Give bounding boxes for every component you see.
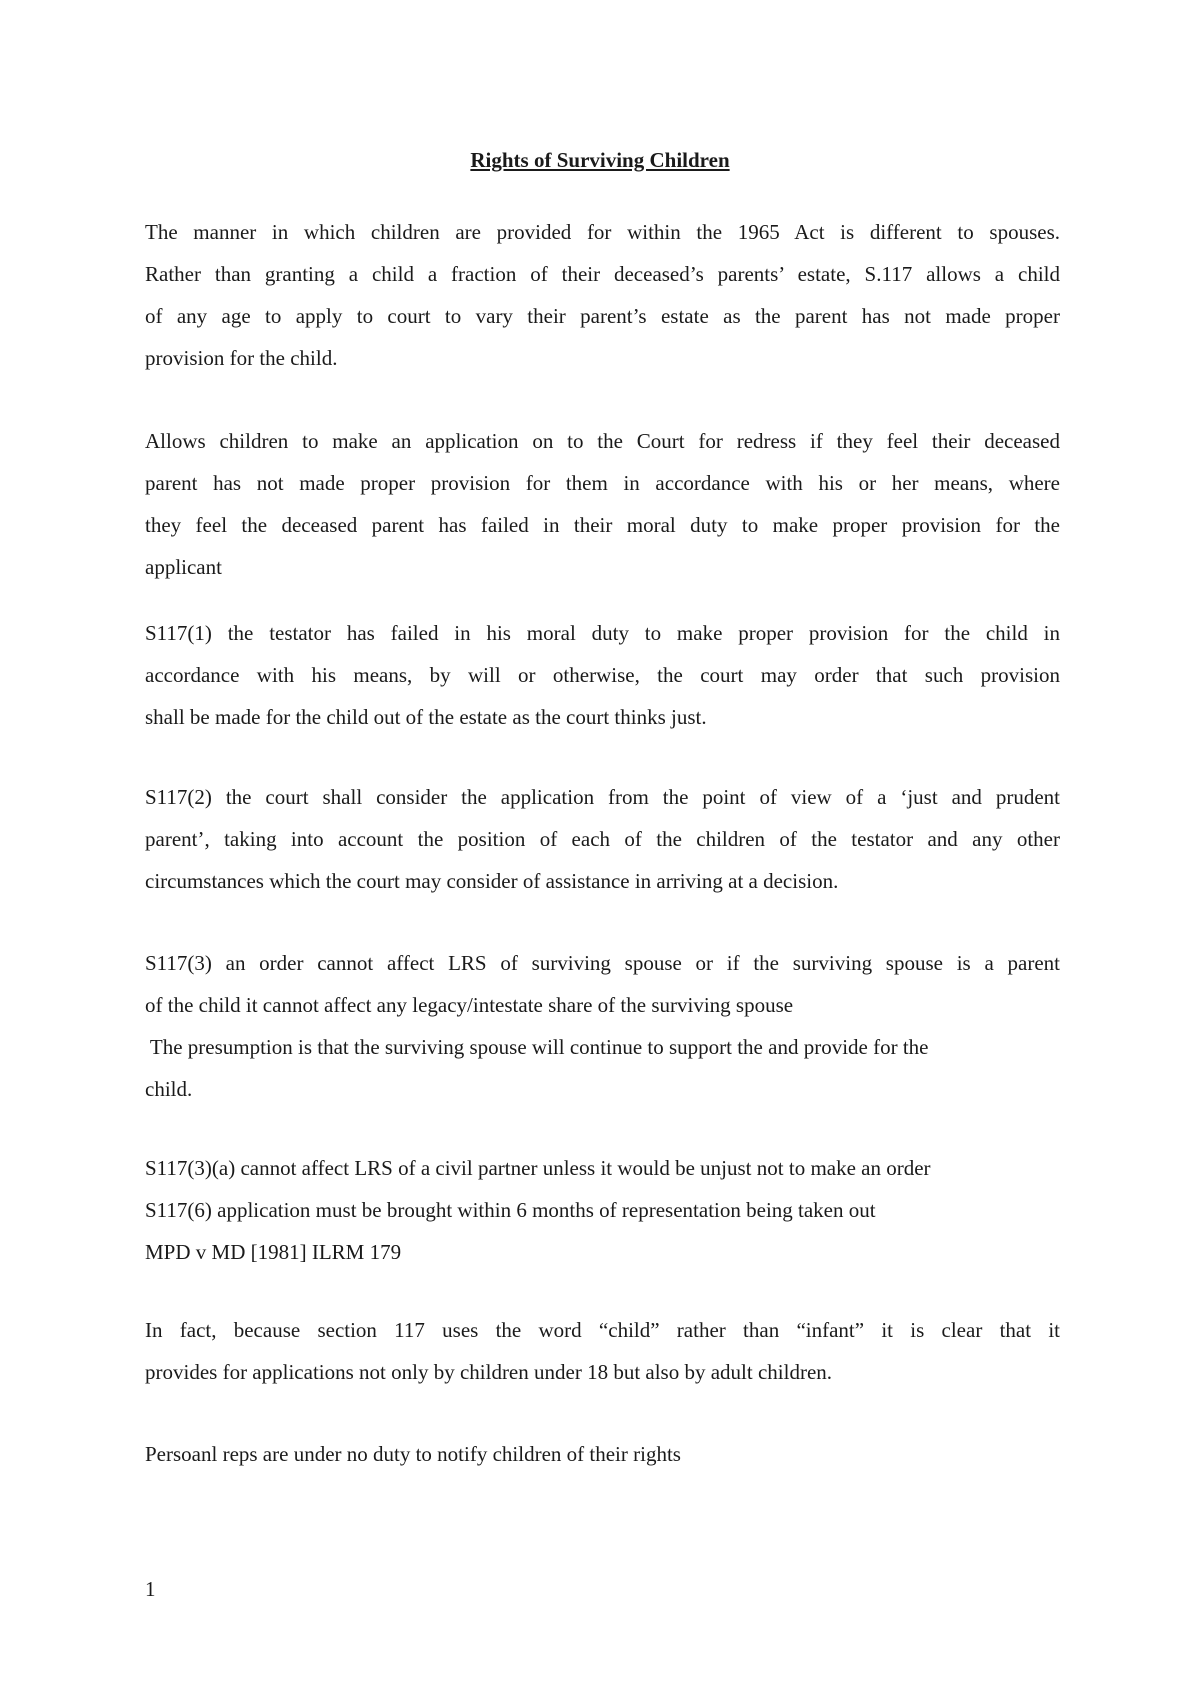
paragraph-line: Rather than granting a child a fraction of their deceased’s parents’ estate, S.117 allows a child [145, 262, 1060, 286]
paragraph-line: S117(2) the court shall consider the application from the point of view of a ‘just and prudent [145, 785, 1060, 809]
paragraph-line: accordance with his means, by will or otherwise, the court may order that such provision [145, 663, 1060, 687]
paragraph-line: S117(3) an order cannot affect LRS of surviving spouse or if the surviving spouse is a parent [145, 951, 1060, 975]
paragraph-8 [145, 1433, 1060, 1475]
paragraph-line: Allows children to make an application on to the Court for redress if they feel their deceased [145, 429, 1060, 453]
paragraph-line: In fact, because section 117 uses the word “child” rather than “infant” it is clear that it [145, 1318, 1060, 1342]
paragraph-line: S117(6) application must be brought within 6 months of representation being taken out [145, 1198, 876, 1222]
page-number: 1 [145, 1577, 156, 1601]
paragraph-line: provides for applications not only by children under 18 but also by adult children. [145, 1360, 833, 1384]
document-title: Rights of Surviving Children [470, 148, 730, 172]
paragraph-line: provision for the child. [145, 346, 338, 370]
paragraph-4 [145, 776, 1060, 902]
paragraph-line: parent’, taking into account the position of each of the children of the testator and any other [145, 827, 1060, 851]
paragraph-line: The manner in which children are provided for within the 1965 Act is different to spouses. [145, 220, 1060, 244]
paragraph-line: they feel the deceased parent has failed in their moral duty to make proper provision for the [145, 513, 1060, 537]
paragraph-line: S117(3)(a) cannot affect LRS of a civil partner unless it would be unjust not to make an order [145, 1156, 931, 1180]
paragraph-3 [145, 612, 1060, 738]
paragraph-line: Persoanl reps are under no duty to notify children of their rights [145, 1442, 681, 1466]
paragraph-line: applicant [145, 555, 222, 579]
paragraph-2 [145, 420, 1060, 588]
paragraph-line: child. [145, 1077, 193, 1101]
paragraph-line: circumstances which the court may consider of assistance in arriving at a decision. [145, 869, 839, 893]
paragraph-6 [145, 1147, 1060, 1273]
paragraph-line: shall be made for the child out of the estate as the court thinks just. [145, 705, 707, 729]
paragraph-line: The presumption is that the surviving spouse will continue to support the and provide for the [145, 1035, 929, 1059]
paragraph-5 [145, 942, 1060, 1110]
paragraph-line: MPD v MD [1981] ILRM 179 [145, 1240, 402, 1264]
paragraph-line: of the child it cannot affect any legacy/intestate share of the surviving spouse [145, 993, 794, 1017]
paragraph-7 [145, 1309, 1060, 1393]
paragraph-1 [145, 211, 1060, 379]
paragraph-line: of any age to apply to court to vary their parent’s estate as the parent has not made proper [145, 304, 1060, 328]
paragraph-line: parent has not made proper provision for them in accordance with his or her means, where [145, 471, 1060, 495]
paragraph-line: S117(1) the testator has failed in his moral duty to make proper provision for the child in [145, 621, 1060, 645]
